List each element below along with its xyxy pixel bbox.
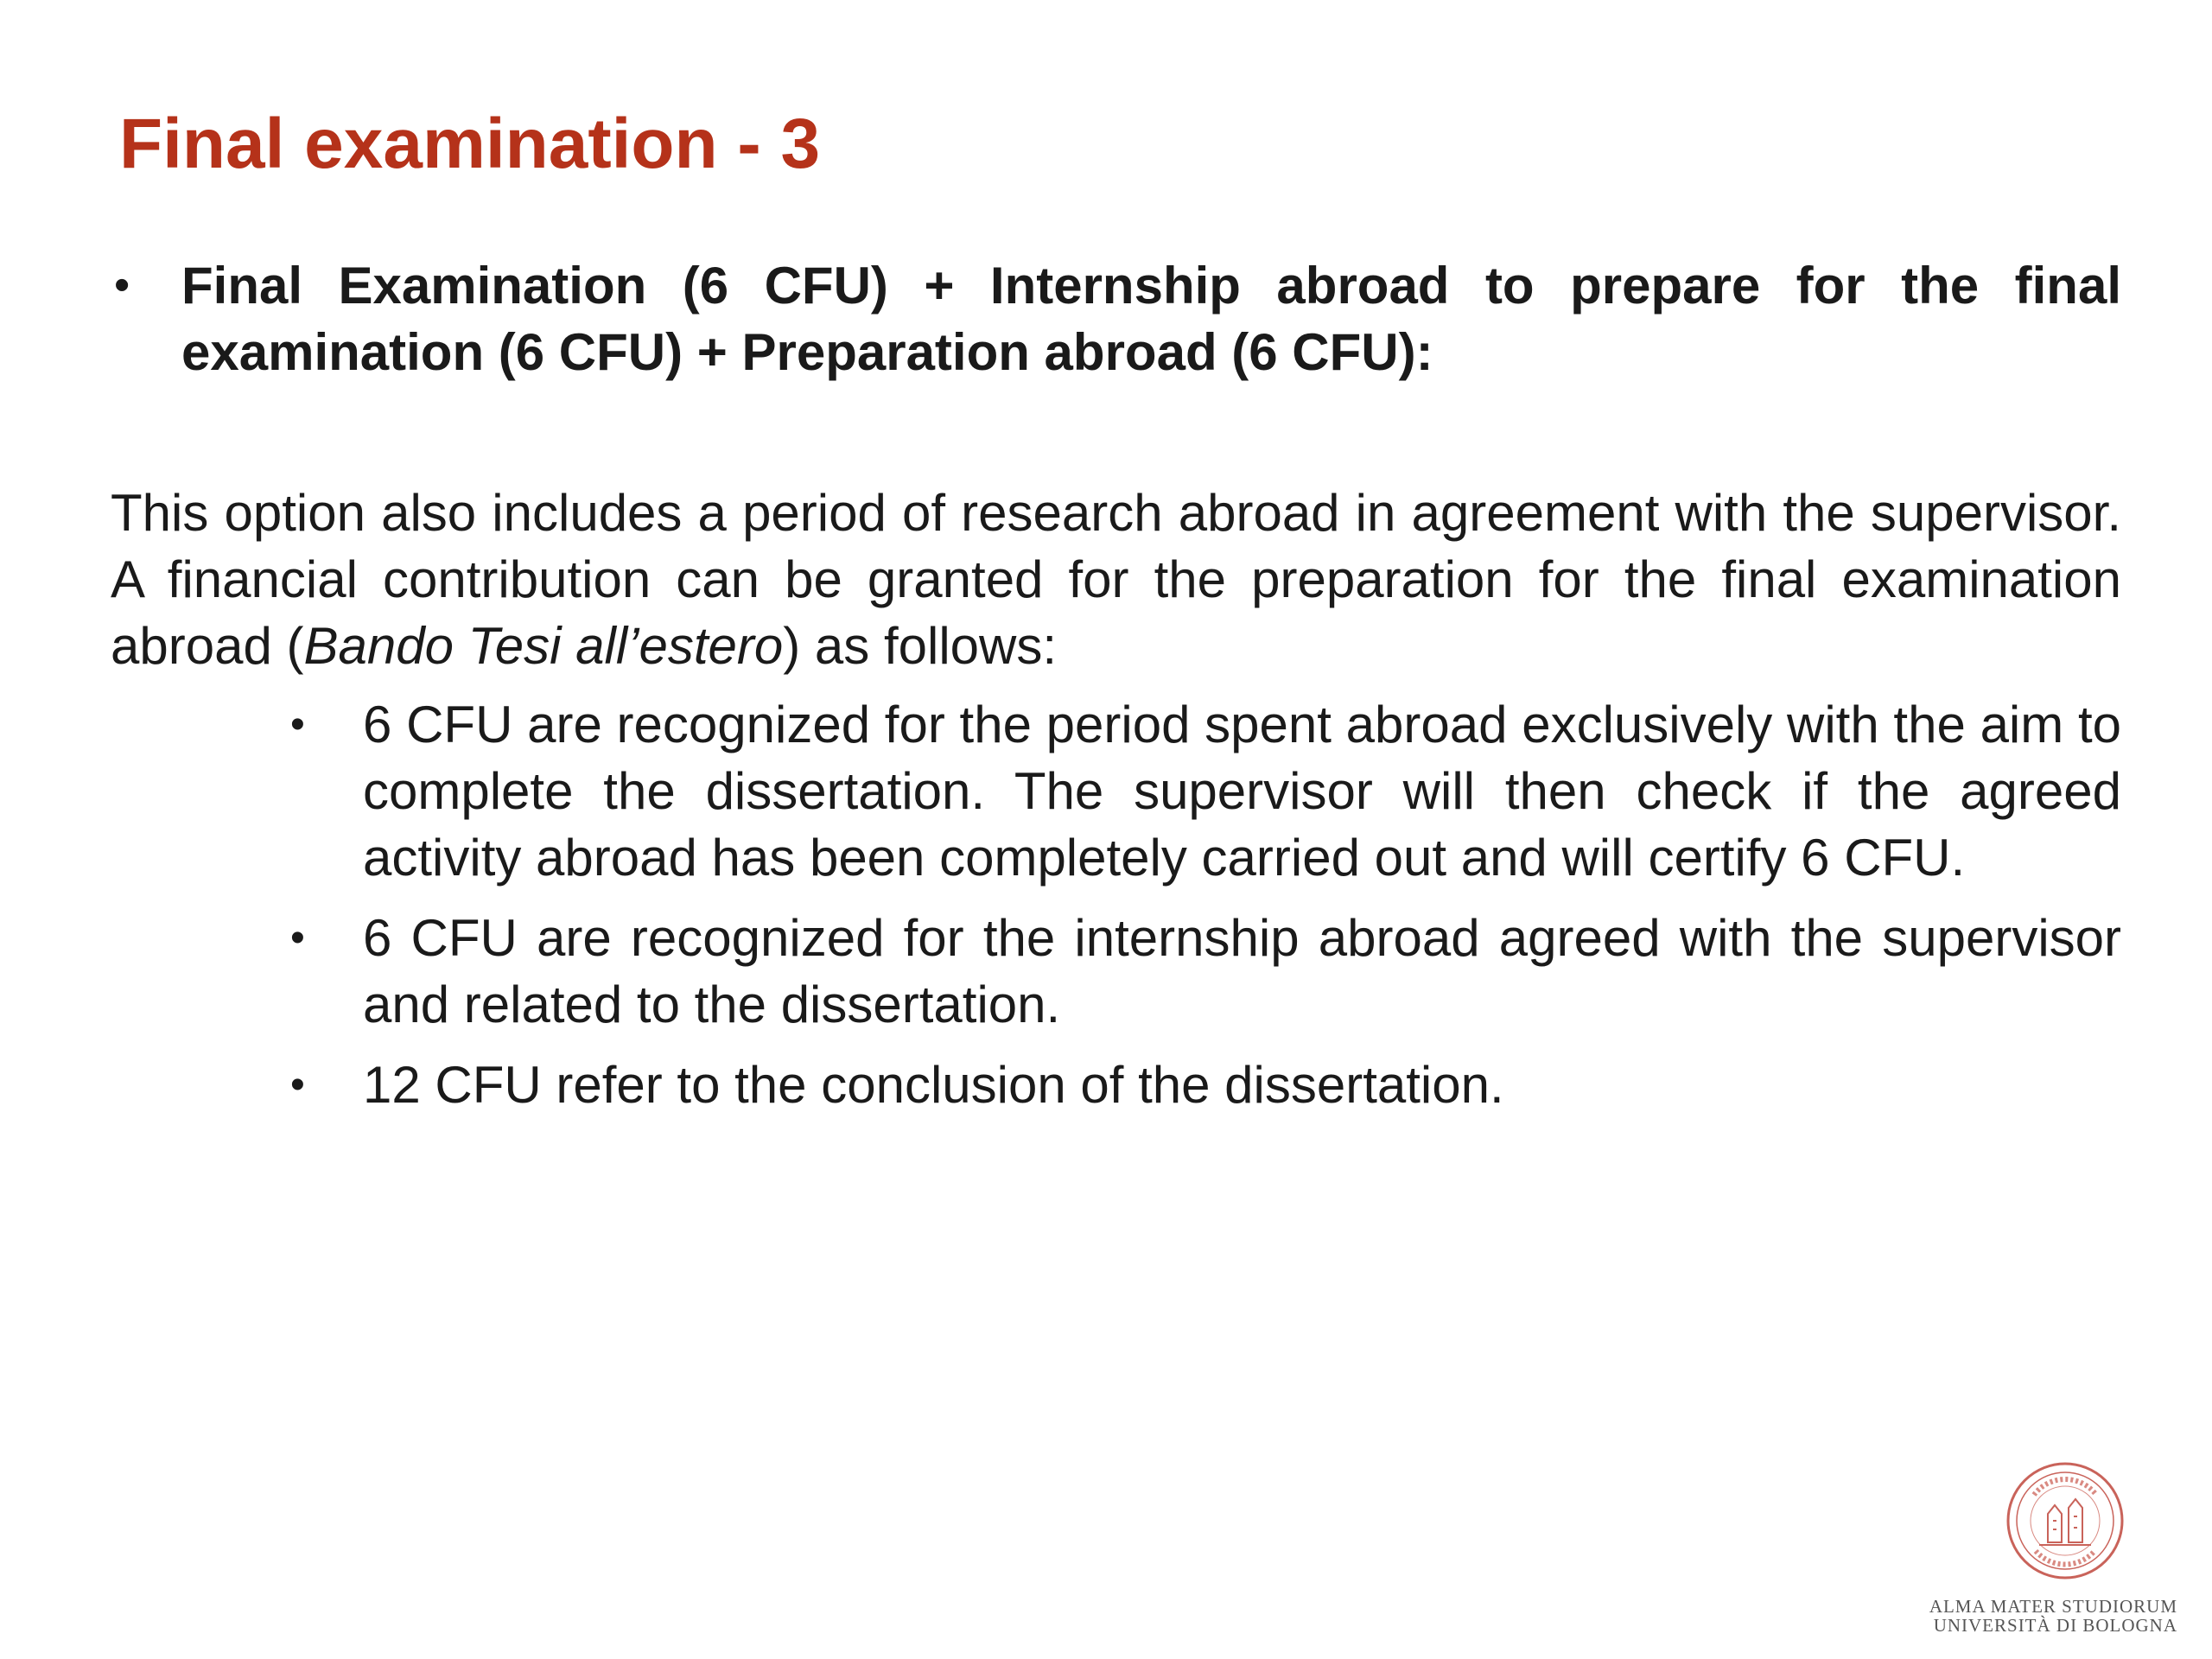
top-bullet-row [111, 252, 2121, 385]
top-bullet-bold: Final Examination (6 CFU) + Internship abroad to prepare for the final examination (6 CFU) + Preparation abroad (6 CFU) [181, 257, 2121, 381]
top-bullet-text [181, 252, 2121, 385]
bullet-icon: • [290, 702, 305, 747]
sub-bullet-text: 12 CFU refer to the conclusion of the dissertation. [363, 1056, 1504, 1114]
top-bullet-suffix: : [1415, 323, 1433, 381]
slide-title: Final examination - 3 [119, 105, 821, 183]
intro-paragraph-end: ) as follows: [783, 617, 1058, 675]
sub-bullet-item [285, 691, 2121, 891]
university-logo [1929, 1460, 2177, 1650]
top-bullet [111, 252, 2121, 385]
logo-text [1929, 1597, 2177, 1635]
sub-bullet-item [285, 1052, 2121, 1118]
logo-line-1: ALMA MATER STUDIORUM [1929, 1596, 2177, 1617]
sub-bullet-list [285, 691, 2121, 1132]
bullet-icon: • [114, 260, 130, 310]
intro-paragraph-start: This option also includes a period of research abroad in agreement with the supervisor. A financial contribution can be granted for the preparation for the final examination abroad ( [111, 484, 2121, 675]
sub-bullet-text: 6 CFU are recognized for the internship abroad agreed with the supervisor and related to the dissertation. [363, 909, 2121, 1033]
intro-paragraph-italic: Bando Tesi all’estero [303, 617, 784, 675]
sub-bullet-item [285, 905, 2121, 1038]
sub-bullet-text: 6 CFU are recognized for the period spent abroad exclusively with the aim to complete the dissertation. The supervisor will then check if the agreed activity abroad has been completely carried out and will certify 6 CFU. [363, 696, 2121, 887]
bullet-icon: • [290, 915, 305, 961]
bullet-icon: • [290, 1062, 305, 1108]
intro-paragraph [111, 480, 2121, 679]
logo-line-2: UNIVERSITÀ DI BOLOGNA [1933, 1615, 2177, 1636]
seal-icon [2005, 1460, 2126, 1581]
